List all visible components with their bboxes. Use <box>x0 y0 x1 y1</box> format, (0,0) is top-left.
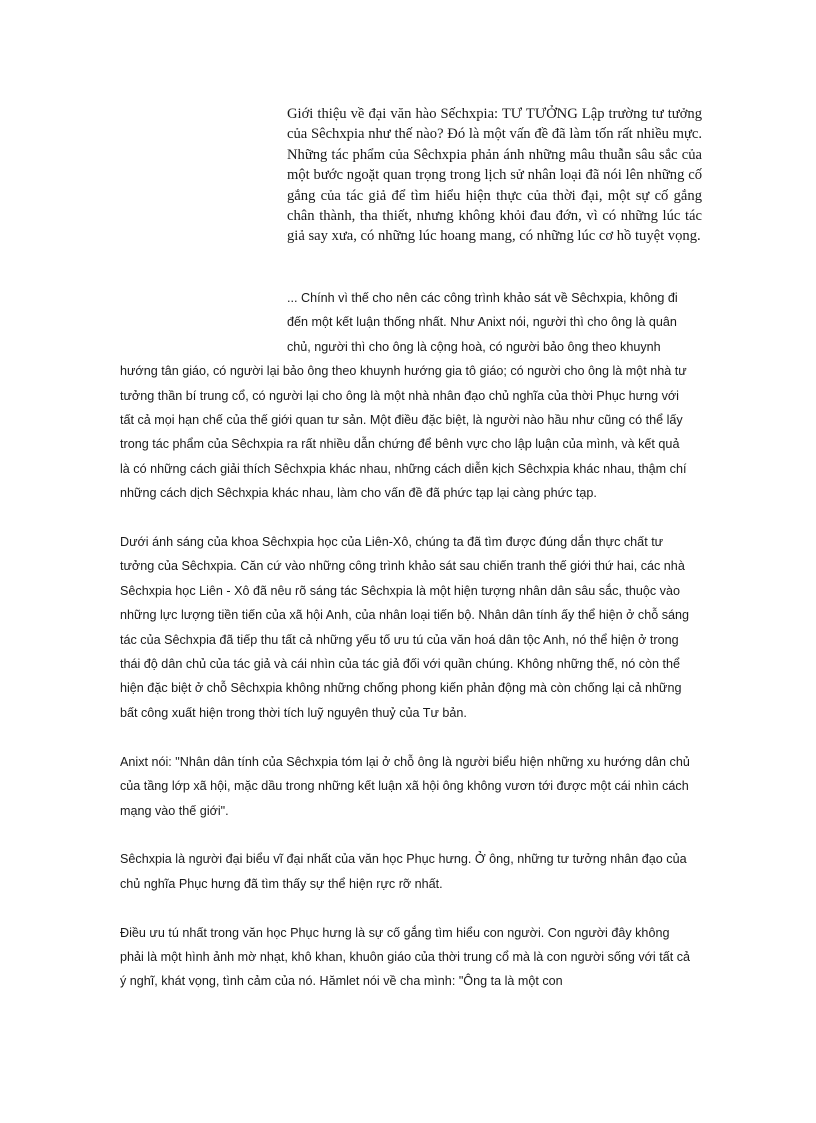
intro-paragraph: Giới thiệu về đại văn hào Sếchxpia: TƯ TƯỞNG Lập trường tư tưởng của Sêchxpia như thế nào? Đó là một vấn đề đã làm tốn rất nhiều mực. Những tác phẩm của Sêchxpia phản ánh những mâu thuẫn sâu sắc của một bước ngoặt quan trọng trong lịch sử nhân loại đã nói lên những cố gắng của tác giả để tìm hiểu hiện thực của thời đại, một sự cố gắng chân thành, tha thiết, nhưng không khỏi đau đớn, vì có những lúc tác giả say xưa, có những lúc hoang mang, có những lúc cơ hồ tuyệt vọng. <box>287 106 702 245</box>
paragraph-3: Anixt nói: "Nhân dân tính của Sêchxpia tóm lại ở chỗ ông là người biểu hiện những xu hướng dân chủ của tầng lớp xã hội, mặc dầu trong những kết luận xã hội ông không vươn tới được một cái nhìn cách mạng vào thế giới". <box>120 754 690 818</box>
paragraph-5: Điều ưu tú nhất trong văn học Phục hưng là sự cố gắng tìm hiểu con người. Con người đây không phải là một hình ảnh mờ nhạt, khô khan, khuôn giáo của thời trung cổ mà là con người sống với tất cả ý nghĩ, khát vọng, tình cảm của nó. Hămlet nói về cha mình: "Ông ta là một con <box>120 925 691 989</box>
paragraph-4: Sêchxpia là người đại biểu vĩ đại nhất của văn học Phục hưng. Ở ông, những tư tưởng nhân đạo của chủ nghĩa Phục hưng đã tìm thấy sự thể hiện rực rỡ nhất. <box>120 852 687 891</box>
body-text <box>120 286 692 1018</box>
paragraph-2: Dưới ánh sáng của khoa Sêchxpia học của Liên-Xô, chúng ta đã tìm được đúng dắn thực chất tư tưởng của Sêchxpia. Căn cứ vào những công trình khảo sát sau chiến tranh thế giới thứ hai, các nhà Sêchxpia học Liên - Xô đã nêu rõ sáng tác Sêchxpia là một hiện tượng nhân dân sâu sắc, thuộc vào những lực lượng tiền tiến của xã hội Anh, của nhân loại tiến bộ. Nhân dân tính ấy thể hiện ở chỗ sáng tác của Sêchxpia đã tiếp thu tất cả những yếu tố ưu tú của văn hoá dân tộc Anh, nó thể hiện ở trong thái độ dân chủ của tác giả và cái nhìn của tác giả đối với quần chúng. Không những thế, nó còn thể hiện đặc biệt ở chỗ Sêchxpia không những chống phong kiến phản động mà còn chống lại cả những bất công xuất hiện trong thời tích luỹ nguyên thuỷ của Tư bản. <box>120 535 690 720</box>
paragraph-1: ... Chính vì thế cho nên các công trình khảo sát về Sêchxpia, không đi đến một kết luận thống nhất. Như Anixt nói, người thì cho ông là quân chủ, người thì cho ông là cộng hoà, có người bảo ông theo khuynh hướng tân giáo, có người lại bảo ông theo khuynh hướng gia tô giáo; có người cho ông là một nhà tư tưởng thần bí trung cổ, có người lại cho ông là một nhà nhân đạo chủ nghĩa của thời Phục hưng với tất cả mọi hạn chế của thế giới quan tư sản. Một điều đặc biệt, là người nào hầu như cũng có thể lấy trong tác phẩm của Sêchxpia ra rất nhiều dẫn chứng để bênh vực cho lập luận của mình, và kết quả là có những cách giải thích Sêchxpia khác nhau, những cách diễn kịch Sêchxpia khác nhau, thậm chí những cách dịch Sêchxpia khác nhau, làm cho vấn đề đã phức tạp lại càng phức tạp. <box>120 291 687 501</box>
indent-spacer <box>120 286 287 359</box>
